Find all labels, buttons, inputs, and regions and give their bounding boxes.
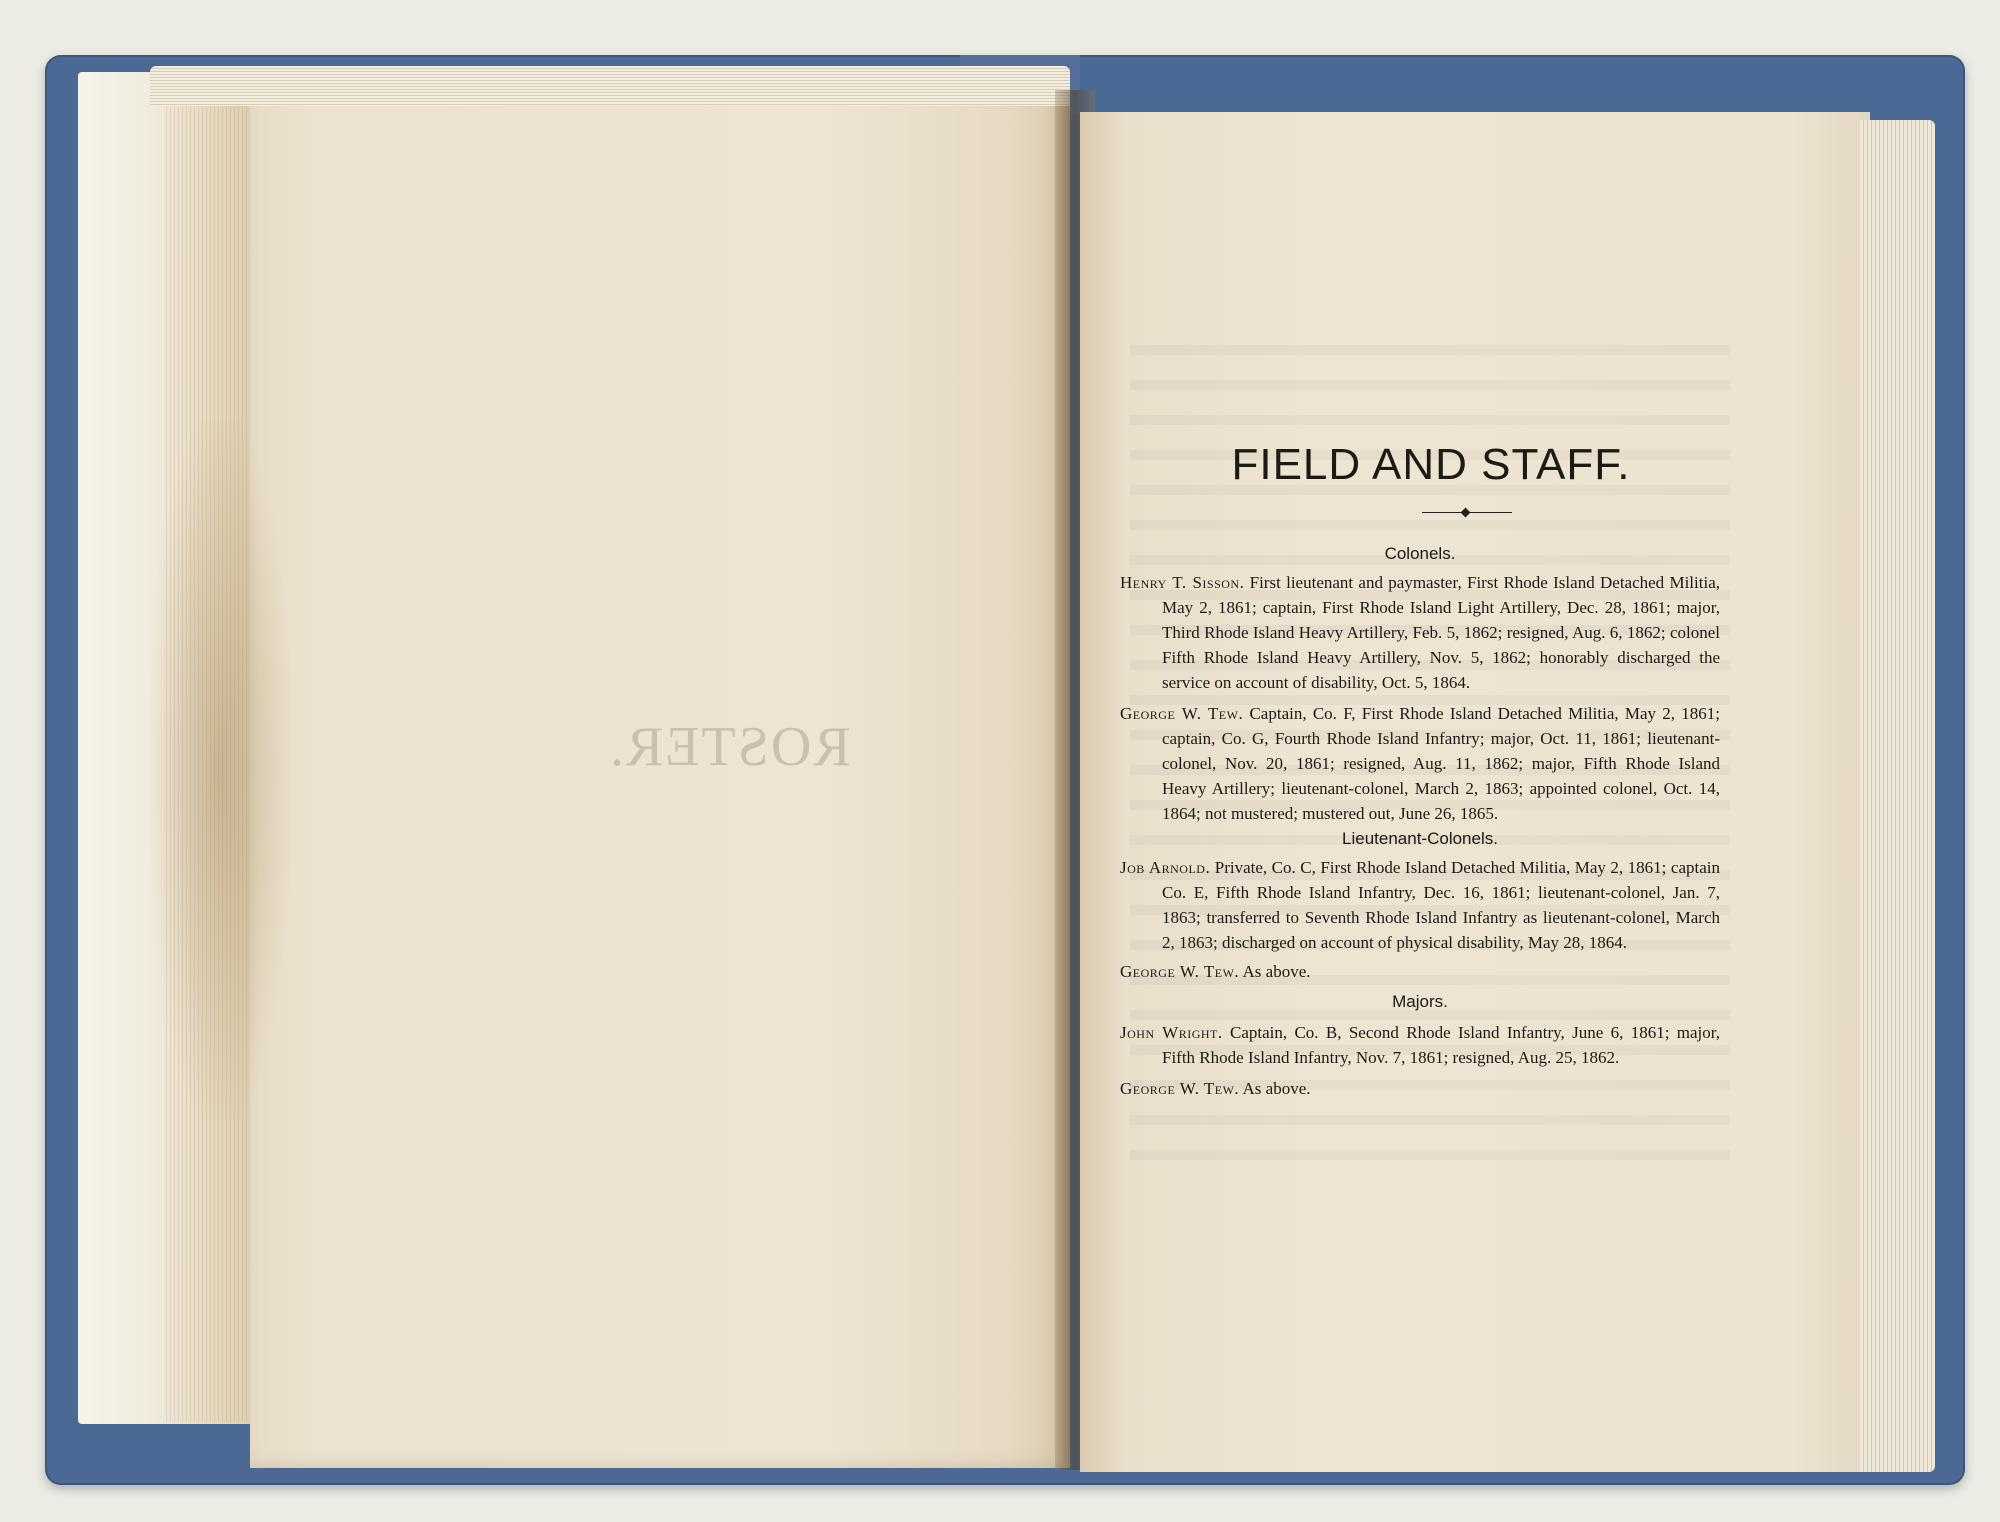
page-content [1120, 440, 1720, 1104]
title-ornament [1422, 506, 1512, 520]
officer-name: George W. Tew. [1120, 962, 1240, 981]
roster-entry [1120, 701, 1720, 826]
right-page-edges [1860, 120, 1935, 1472]
roster-entry [1120, 959, 1720, 984]
page-title: FIELD AND STAFF. [1231, 440, 1631, 489]
officer-name: George W. Tew. [1120, 704, 1244, 723]
officer-name: George W. Tew. [1120, 1079, 1240, 1098]
service-record: Captain, Co. B, Second Rhode Island Infantry, June 6, 1861; major, Fifth Rhode Island Infantry, Nov. 7, 1861; resigned, Aug. 25, 1862. [1162, 1023, 1721, 1067]
service-record: As above. [1242, 962, 1311, 981]
roster-entry [1120, 855, 1720, 955]
section-heading: Lieutenant-Colonels. [1342, 829, 1498, 848]
bleed-through-text: ROSTER. [608, 716, 851, 778]
section-majors [1120, 992, 1720, 1101]
officer-name: Job Arnold. [1120, 858, 1211, 877]
officer-name: John Wright. [1120, 1023, 1223, 1042]
water-stain [150, 420, 290, 1120]
section-heading: Majors. [1392, 992, 1448, 1011]
section-heading: Colonels. [1384, 544, 1456, 563]
roster-entry [1120, 570, 1720, 695]
service-record: Private, Co. C, First Rhode Island Detached Militia, May 2, 1861; captain Co. E, Fifth Rhode Island Infantry, Dec. 16, 1861; lieutenant-colonel, Jan. 7, 1863; transferred to Seventh Rhode Island Infantry as lieutenant-colonel, March 2, 1863; discharged on account of physical disability, May 28, 1864. [1162, 858, 1720, 952]
section-colonels [1120, 544, 1720, 826]
service-record: First lieutenant and paymaster, First Rhode Island Detached Militia, May 2, 1861; captain, First Rhode Island Light Artillery, Dec. 28, 1861; major, Third Rhode Island Heavy Artillery, Feb. 5, 1862; resigned, Aug. 6, 1862; colonel Fifth Rhode Island Heavy Artillery, Nov. 5, 1862; honorably discharged the service on account of disability, Oct. 5, 1864. [1162, 573, 1720, 692]
section-lieutenant-colonels [1120, 829, 1720, 984]
top-page-edges [150, 66, 1070, 106]
roster-entry [1120, 1076, 1720, 1101]
service-record: Captain, Co. F, First Rhode Island Detached Militia, May 2, 1861; captain, Co. G, Fourth Rhode Island Infantry; major, Oct. 11, 1861; lieutenant-colonel, Nov. 20, 1861; resigned, Aug. 11, 1862; major, Fifth Rhode Island Heavy Artillery; lieutenant-colonel, March 2, 1863; appointed colonel, Oct. 14, 1864; not mustered; mustered out, June 26, 1865. [1162, 704, 1721, 823]
service-record: As above. [1242, 1079, 1311, 1098]
officer-name: Henry T. Sisson. [1120, 573, 1245, 592]
roster-entry [1120, 1020, 1720, 1070]
